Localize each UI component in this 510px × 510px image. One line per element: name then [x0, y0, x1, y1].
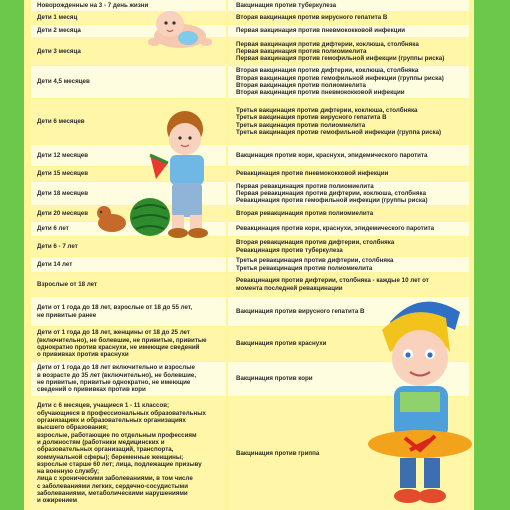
table-row — [31, 66, 469, 98]
table-row — [31, 12, 469, 24]
vaccine-cell — [228, 222, 469, 236]
age-group-text: Дети 12 месяцев — [37, 151, 89, 159]
vaccine-text: Первая ревакцинация против полиомиелита Первая ревакцинация против дифтерии, коклюша, столбняка Ревакцинация против гемофильной инфекции (группы риска) — [236, 182, 428, 205]
age-group-text: Дети от 1 года до 18 лет включительно и взрослые в возрасте до 35 лет (включительно), не болевшие, не привитые, привитые однократно, не имеющие сведений о прививках против кори — [37, 364, 197, 394]
vaccine-text: Вакцинация против туберкулеза — [236, 1, 337, 9]
table-row — [31, 257, 469, 272]
table-row — [31, 25, 469, 37]
age-group-text: Дети 1 месяц — [37, 14, 78, 22]
vaccine-text: Третья вакцинация против дифтерии, коклюша, столбняка Третья вакцинация против вирусного гепатита В Третья вакцинация против полиомиелита Третья вакцинация против гемофильной инфекции (группа риска) — [236, 106, 442, 136]
age-group-text: Дети 6 месяцев — [37, 117, 85, 125]
age-group-cell — [31, 257, 226, 272]
age-group-cell — [31, 297, 226, 326]
age-group-text: Дети 15 месяцев — [37, 170, 89, 178]
boy-watermelon-illustration — [90, 105, 230, 245]
vaccine-cell — [228, 145, 469, 166]
vaccine-cell — [228, 206, 469, 221]
age-group-text: Дети от 1 года до 18 лет, взрослые от 18 до 55 лет, не привитые ранее — [37, 304, 193, 319]
age-group-text: Взрослые от 18 лет — [37, 280, 98, 288]
vaccine-cell — [228, 38, 469, 65]
age-group-text: Дети с 6 месяцев, учащиеся 1 - 11 классов; обучающиеся в профессиональных образовательных организациях и образовательных организациях высшего образования; взрослые, работающие по отдельным профессиям и должностям (работники медицинских и образовательных организаций, транспорта, коммунальной сферы); беременные женщины; взрослые старше 60 лет; лица, подлежащие призыву на военную службу; лица с хроническими заболеваниями, в том числе с заболеваниями легких, сердечно-сосудистыми заболеваниями, метаболическими нарушениями и ожирением — [37, 402, 206, 505]
age-group-cell — [31, 66, 226, 98]
age-group-text: Дети 3 месяца — [37, 47, 81, 55]
age-group-text: Новорожденные на 3 - 7 день жизни — [37, 1, 149, 9]
vaccine-text: Вакцинация против вирусного гепатита В — [236, 307, 365, 315]
vaccine-cell — [228, 99, 469, 144]
vaccine-text: Вакцинация против краснухи — [236, 340, 327, 348]
vaccine-cell — [228, 12, 469, 24]
table-row — [31, 38, 469, 65]
vaccine-cell — [228, 257, 469, 272]
vaccine-text: Ревакцинация против дифтерии, столбняка - каждые 10 лет от момента последней ревакцинации — [236, 277, 429, 292]
vaccine-text: Ревакцинация против пневмококковой инфекции — [236, 170, 389, 178]
age-group-cell — [31, 327, 226, 361]
age-group-text: Дети 6 - 7 лет — [37, 242, 78, 250]
vaccine-text: Ревакцинация против кори, краснухи, эпидемического паротита — [236, 225, 435, 233]
vaccine-cell — [228, 182, 469, 205]
vaccine-text: Первая вакцинация против дифтерии, коклюша, столбняка Первая вакцинация против полиомиелита Первая вакцинация против гемофильной инфекции (группы риска) — [236, 40, 445, 63]
vaccine-text: Вторая ревакцинация против полиомиелита — [236, 209, 374, 217]
vaccine-cell — [228, 167, 469, 181]
age-group-text: Дети 6 лет — [37, 225, 69, 233]
vaccine-cell — [228, 25, 469, 37]
vaccine-text: Вакцинация против кори — [236, 375, 313, 383]
vaccine-cell — [228, 66, 469, 98]
age-group-text: Дети 2 месяца — [37, 27, 81, 35]
age-group-cell — [31, 397, 226, 510]
vaccine-text: Вторая ревакцинация против дифтерии, столбняка Ревакцинация против туберкулеза — [236, 239, 395, 254]
age-group-cell — [31, 362, 226, 396]
baby-illustration — [140, 2, 214, 54]
vaccine-text: Вторая вакцинация против дифтерии, коклюша, столбняка Вторая вакцинация против гемофильной инфекции (группы риска) Вторая вакцинация против полиомиелита Вторая вакцинация против пневмококковой инфекции — [236, 67, 444, 97]
vaccine-text: Вторая вакцинация против вирусного гепатита В — [236, 14, 388, 22]
vaccine-cell — [228, 237, 469, 256]
vaccine-text: Третья ревакцинация против дифтерии, столбняка Третья ревакцинация против полиомиелита — [236, 257, 394, 272]
table-row — [31, 0, 469, 11]
boy-skateboard-illustration — [350, 282, 490, 510]
age-group-text: Дети 20 месяцев — [37, 209, 89, 217]
age-group-text: Дети от 1 года до 18 лет, женщины от 18 до 25 лет (включительно), не болевшие, не привитые, привитые однократно против краснухи, не имеющие сведений о прививках против краснухи — [37, 329, 207, 359]
vaccine-text: Вакцинация против кори, краснухи, эпидемического паротита — [236, 151, 428, 159]
age-group-text: Дети 14 лет — [37, 260, 73, 268]
age-group-cell — [31, 273, 226, 296]
vaccine-text: Первая вакцинация против пневмококковой инфекции — [236, 27, 406, 35]
left-green-border — [0, 0, 24, 510]
vaccine-text: Вакцинация против гриппа — [236, 449, 320, 457]
age-group-text: Дети 4,5 месяцев — [37, 78, 90, 86]
age-group-text: Дети 18 месяцев — [37, 189, 89, 197]
vaccine-cell — [228, 0, 469, 11]
